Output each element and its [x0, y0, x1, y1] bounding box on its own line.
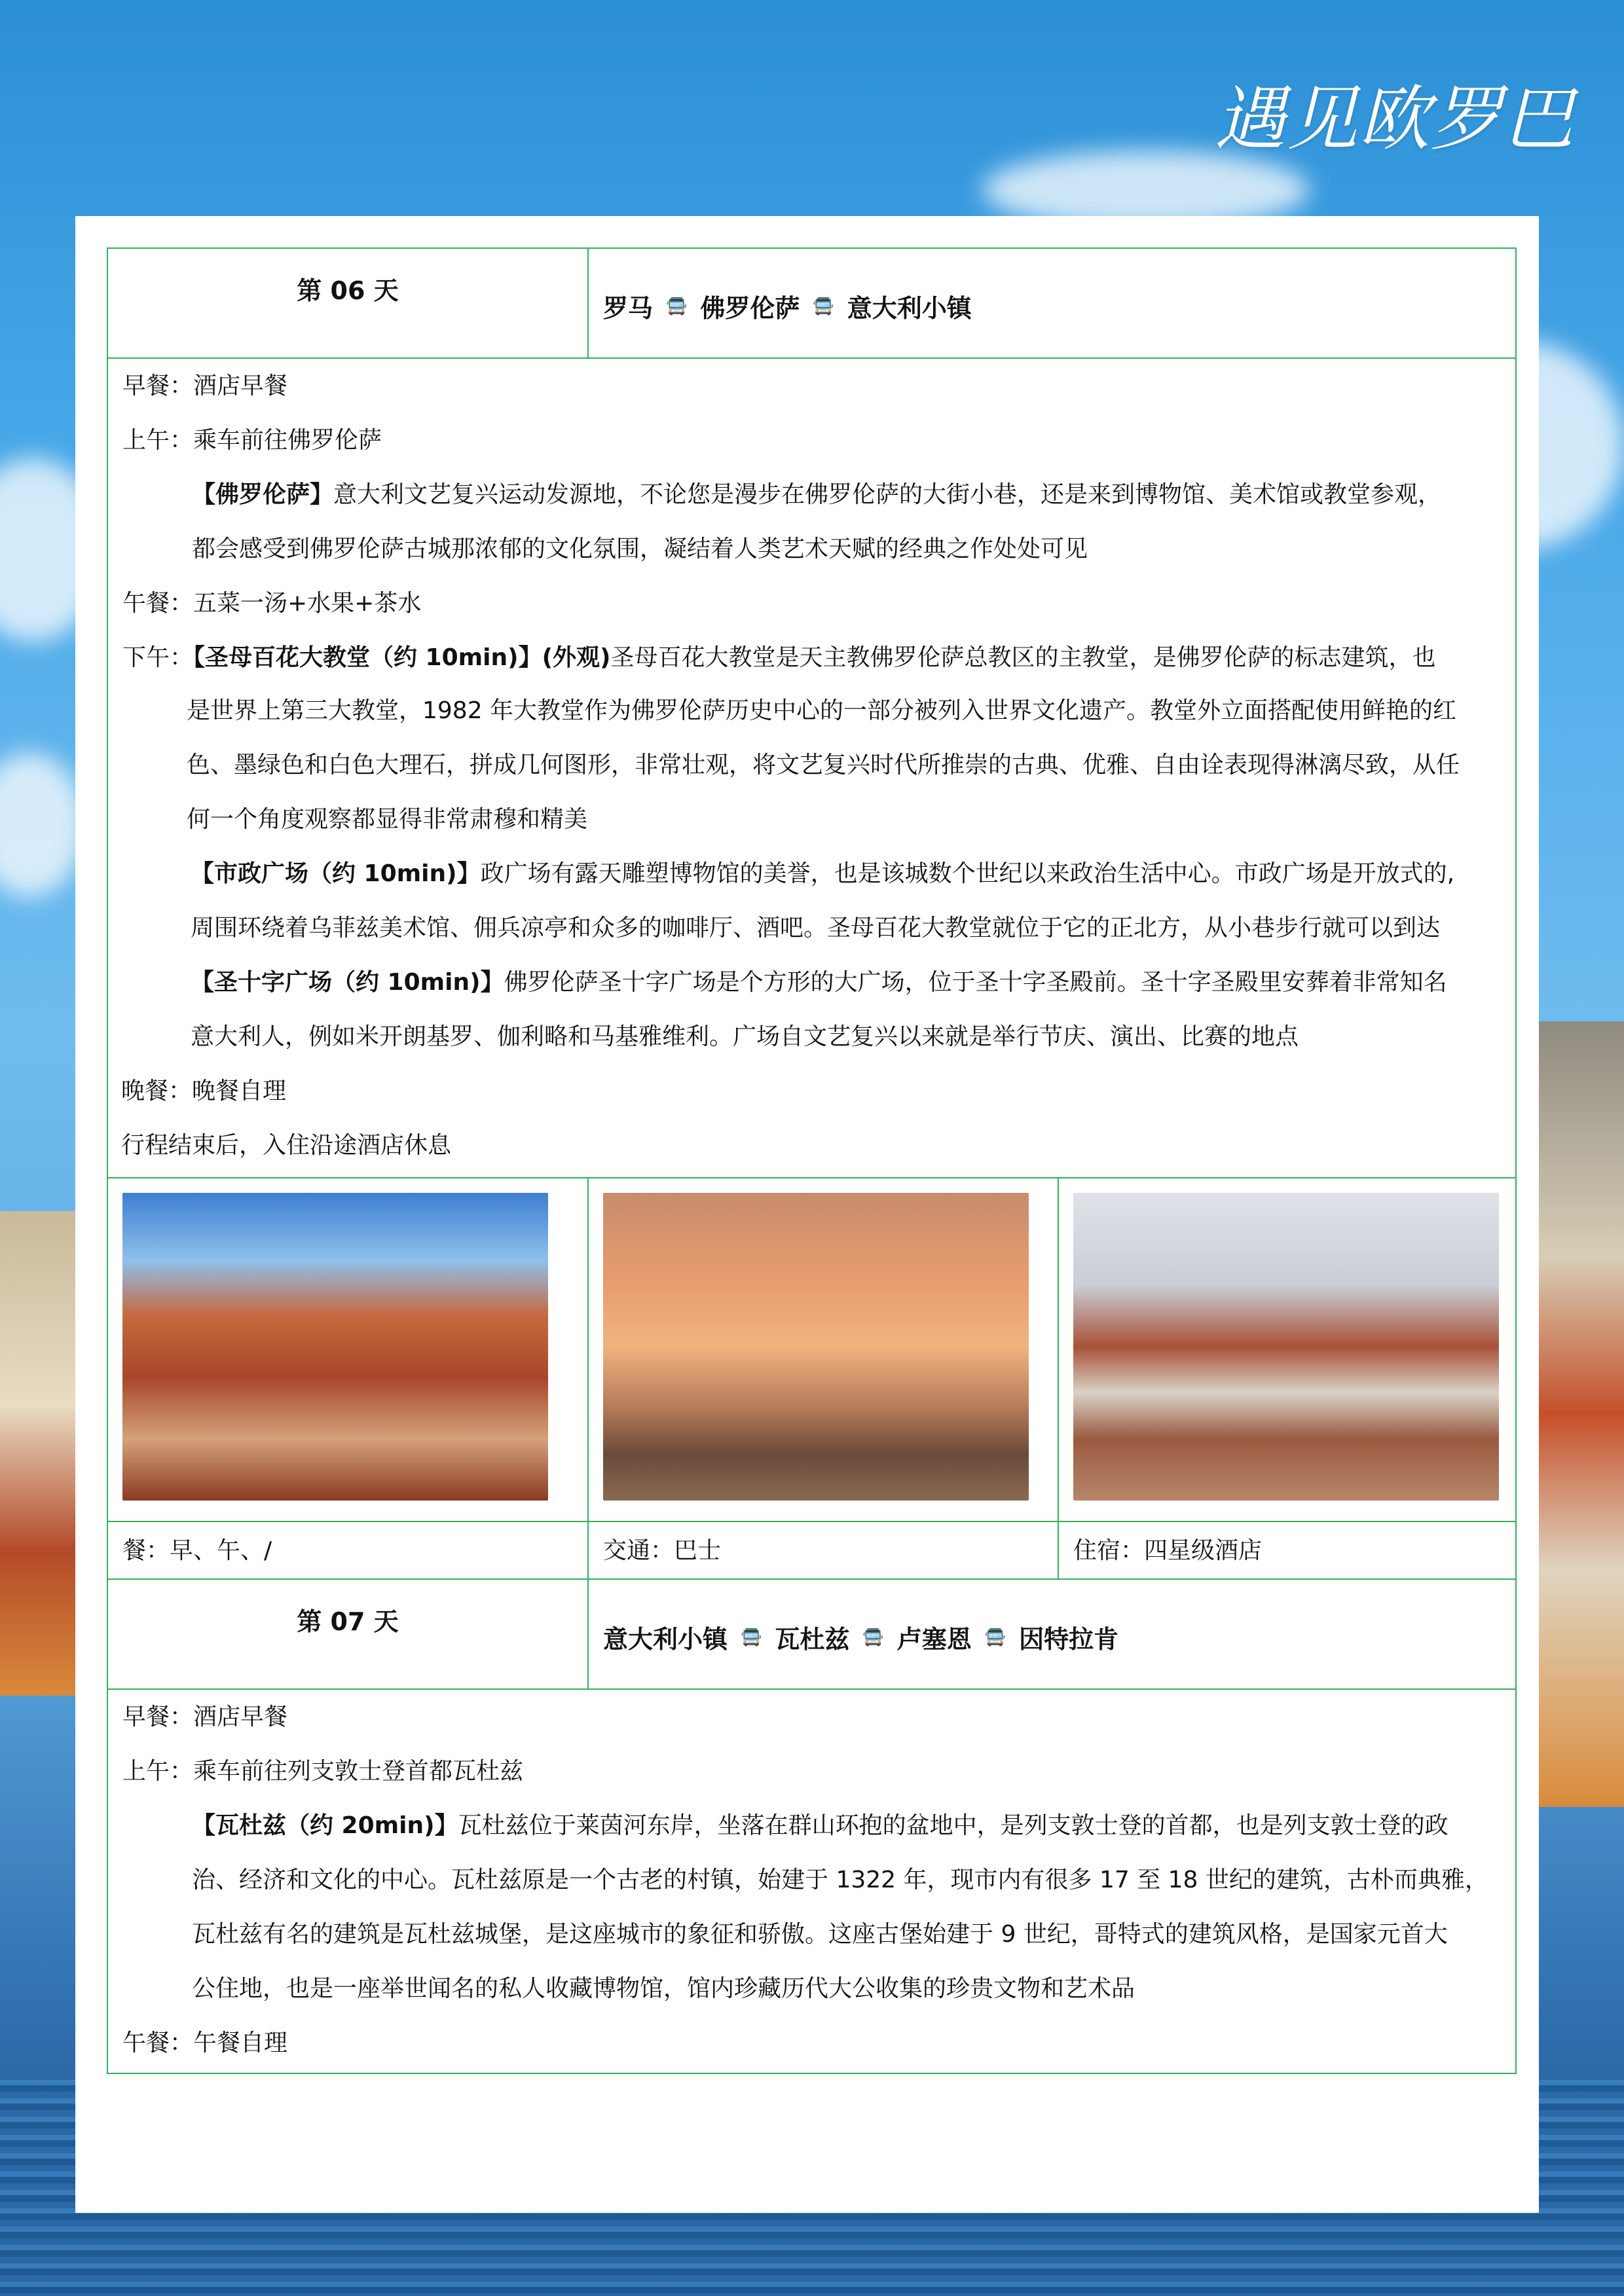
croce-paragraph [191, 955, 1507, 1064]
signoria-title: 【市政广场（约 10min)】 [191, 860, 481, 887]
morning-text: 上午：乘车前往列支敦士登首都瓦杜兹 [122, 1758, 524, 1785]
transport-text: 交通：巴士 [603, 1537, 722, 1564]
meals-cell [107, 1521, 589, 1580]
transport-cell [587, 1521, 1059, 1580]
morning-text: 上午：乘车前往佛罗伦萨 [122, 427, 382, 454]
hotel-text: 住宿：四星级酒店 [1073, 1537, 1263, 1564]
vaduz-text: 瓦杜兹位于莱茵河东岸，坐落在群山环抱的盆地中，是列支敦士登的首都，也是列支敦士登的政 [458, 1812, 1449, 1839]
route [603, 288, 972, 324]
lunch-text: 午餐：午餐自理 [122, 2030, 288, 2056]
signoria-paragraph [191, 847, 1507, 955]
florence-title: 【佛罗伦萨】 [192, 481, 334, 508]
florence-text: 都会感受到佛罗伦萨古城那浓郁的文化氛围，凝结着人类艺术天赋的经典之作处处可见 [192, 536, 1088, 562]
route-stop: 因特拉肯 [1019, 1625, 1119, 1654]
route-stop: 佛罗伦萨 [700, 294, 800, 323]
building-right-image [1536, 1021, 1624, 1807]
afternoon-label: 下午： [122, 644, 194, 671]
duomo-text: 何一个角度观察都显得非常肃穆和精美 [187, 806, 588, 833]
duomo-text: 是世界上第三大教堂，1982 年大教堂作为佛罗伦萨历史中心的一部分被列入世界文化遗产。教堂外立面搭配使用鲜艳的红 [187, 697, 1457, 724]
end-of-day-text: 行程结束后，入住沿途酒店休息 [121, 1132, 452, 1159]
dinner-text: 晚餐：晚餐自理 [121, 1078, 287, 1104]
day-label: 第 06 天 [297, 276, 399, 305]
route-stop: 瓦杜兹 [775, 1625, 850, 1654]
florence-text: 意大利文艺复兴运动发源地，不论您是漫步在佛罗伦萨的大街小巷，还是来到博物馆、美术馆或教堂参观， [333, 481, 1442, 508]
breakfast-text: 早餐：酒店早餐 [122, 373, 288, 399]
duomo-title: 【圣母百花大教堂（约 10min)】(外观) [193, 644, 611, 671]
bus-icon: 🚍 [862, 1627, 884, 1647]
lunch-text: 午餐：五菜一汤+水果+茶水 [122, 590, 422, 617]
bus-icon: 🚍 [666, 296, 688, 316]
day-label: 第 07 天 [297, 1607, 399, 1636]
brand-logo: 遇见欧罗巴 [1215, 79, 1576, 160]
route [603, 1619, 1118, 1655]
building-left-image [0, 1211, 75, 1696]
croce-title: 【圣十字广场（约 10min)】 [191, 969, 504, 996]
florence-duomo-aerial-image [122, 1193, 548, 1501]
bus-icon: 🚍 [984, 1627, 1006, 1647]
route-stop: 意大利小镇 [847, 294, 972, 323]
photo-cell [107, 1177, 589, 1522]
breakfast-text: 早餐：酒店早餐 [122, 1704, 288, 1730]
day-label-cell [107, 247, 589, 359]
duomo-text: 色、墨绿色和白色大理石，拼成几何图形，非常壮观，将文艺复兴时代所推崇的古典、优雅、自由诠表现得淋漓尽致，从任 [187, 752, 1460, 778]
vaduz-text: 公住地，也是一座举世闻名的私人收藏博物馆，馆内珍藏历代大公收集的珍贵文物和艺术品 [192, 1975, 1135, 2002]
vaduz-text: 瓦杜兹有名的建筑是瓦杜兹城堡，是这座城市的象征和骄傲。这座古堡始建于 9 世纪，哥特式的建筑风格，是国家元首大 [192, 1921, 1448, 1948]
day-label-cell [107, 1578, 589, 1690]
day-details-cell [107, 1688, 1517, 2074]
route-stop: 罗马 [603, 294, 654, 323]
vaduz-text: 治、经济和文化的中心。瓦杜兹原是一个古老的村镇，始建于 1322 年，现市内有很多 17 至 18 世纪的建筑，古朴而典雅， [192, 1867, 1488, 1893]
signoria-text: 政广场有露天雕塑博物馆的美誉，也是该城数个世纪以来政治生活中心。市政广场是开放式的, [480, 860, 1455, 887]
cloud [0, 753, 85, 897]
route-stop: 意大利小镇 [603, 1625, 728, 1654]
hotel-cell [1058, 1521, 1517, 1580]
route-cell [587, 1578, 1517, 1690]
duomo-text: 圣母百花大教堂是天主教佛罗伦萨总教区的主教堂，是佛罗伦萨的标志建筑，也 [610, 644, 1436, 671]
signoria-text: 周围环绕着乌菲兹美术馆、佣兵凉亭和众多的咖啡厅、酒吧。圣母百花大教堂就位于它的正北方，从小巷步行就可以到达 [191, 915, 1441, 941]
route-stop: 卢塞恩 [896, 1625, 972, 1654]
itinerary-table [107, 247, 1517, 2074]
photo-cell [1058, 1177, 1517, 1522]
photo-cell [587, 1177, 1059, 1522]
duomo-continuation [187, 683, 1503, 847]
croce-text: 意大利人，例如米开朗基罗、伽利略和马基雅维利。广场自文艺复兴以来就是举行节庆、演出、比赛的地点 [191, 1023, 1299, 1050]
bus-icon: 🚍 [813, 296, 834, 316]
route-cell [587, 247, 1517, 359]
vaduz-title: 【瓦杜兹（约 20min)】 [192, 1812, 458, 1839]
duomo-paragraph [122, 630, 1504, 685]
vaduz-paragraph [192, 1798, 1508, 2016]
florence-sunset-image [603, 1193, 1029, 1501]
meals-text: 餐：早、午、/ [122, 1537, 272, 1564]
duomo-facade-image [1073, 1193, 1499, 1501]
croce-text: 佛罗伦萨圣十字广场是个方形的大广场，位于圣十字圣殿前。圣十字圣殿里安葬着非常知名 [504, 969, 1447, 996]
bus-icon: 🚍 [741, 1627, 762, 1647]
florence-paragraph [192, 467, 1508, 576]
